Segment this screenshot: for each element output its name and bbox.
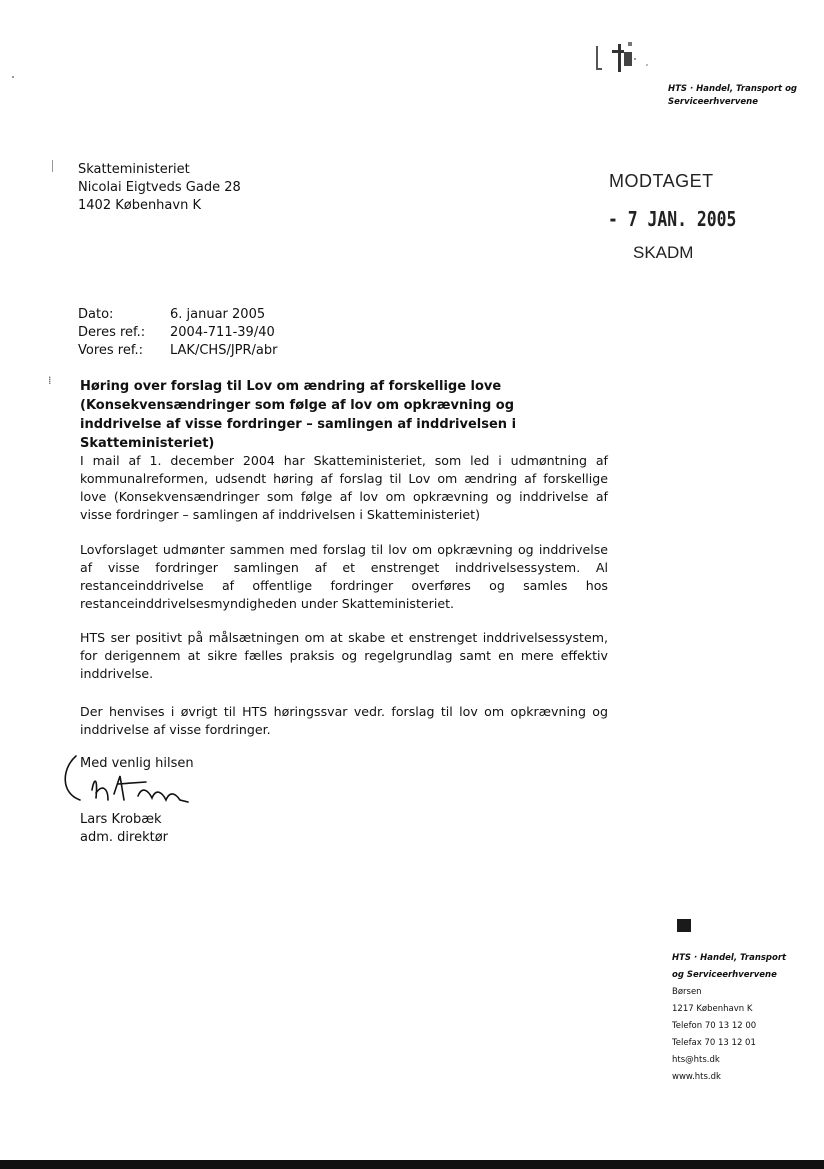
- reference-block: [78, 306, 277, 360]
- reference-label: Vores ref.:: [78, 343, 143, 358]
- header-org-line: HTS · Handel, Transport og: [668, 84, 797, 94]
- letter-subject: Høring over forslag til Lov om ændring af forskellige love (Konsekvensændringer som følge af lov om opkrævning og inddrivelse af visse fordringer – samlingen af inddrivelsen i Skatteministeriet): [80, 379, 517, 451]
- footer-contact: [672, 950, 812, 1086]
- body-paragraph: HTS ser positivt på målsætningen om at skabe et enstrenget inddrivelsessystem, for derigennem at sikre fælles praksis og regelgrundlag samt en mere effektiv inddrivelse.: [80, 630, 608, 681]
- recipient-line: Nicolai Eigtveds Gade 28: [78, 180, 241, 195]
- reference-row: [78, 324, 277, 342]
- footer-org-line: HTS · Handel, Transport: [672, 953, 787, 963]
- reference-label: Dato:: [78, 307, 114, 322]
- footer-logo-icon: [677, 919, 691, 932]
- closing-salutation: Med venlig hilsen: [80, 756, 194, 771]
- footer-email: hts@hts.dk: [672, 1055, 720, 1065]
- handwritten-signature-icon: [58, 748, 208, 818]
- reference-label: Deres ref.:: [78, 325, 146, 340]
- recipient-line: 1402 København K: [78, 198, 201, 213]
- footer-org-line: og Serviceerhvervene: [672, 970, 777, 980]
- scan-speck: [52, 160, 53, 172]
- footer-address-line: 1217 København K: [672, 1004, 753, 1014]
- scan-speck: [12, 76, 14, 78]
- recipient-address: [78, 161, 241, 215]
- signer-block: [80, 811, 168, 847]
- footer-website: www.hts.dk: [672, 1072, 721, 1082]
- footer-address-line: Børsen: [672, 987, 702, 997]
- header-organization: [668, 83, 818, 109]
- reference-value: 6. januar 2005: [170, 307, 266, 322]
- recipient-line: Skatteministeriet: [78, 162, 190, 177]
- footer-fax: Telefax 70 13 12 01: [672, 1038, 756, 1048]
- body-paragraph: Der henvises i øvrigt til HTS høringssvar vedr. forslag til lov om opkrævning og inddrivelse af visse fordringer.: [80, 704, 608, 737]
- reference-value: 2004-711-39/40: [170, 325, 275, 340]
- reference-value: LAK/CHS/JPR/abr: [170, 343, 278, 358]
- received-stamp-department: SKADM: [633, 243, 694, 262]
- signer-title: adm. direktør: [80, 830, 168, 845]
- footer-phone: Telefon 70 13 12 00: [672, 1021, 757, 1031]
- signer-name: Lars Krobæk: [80, 812, 162, 827]
- received-stamp-label: MODTAGET: [609, 171, 714, 191]
- scan-bottom-edge: [0, 1160, 824, 1169]
- body-paragraph: Lovforslaget udmønter sammen med forslag til lov om opkrævning og inddrivelse af visse fordringer samlingen af et enstrenget inddrivelsessystem. Al restanceinddrivelse af offentlige fordringer overføres og samles hos restanceinddrivelsesmyndigheden under Skatteministeriet.: [80, 542, 608, 611]
- body-paragraph: I mail af 1. december 2004 har Skatteministeriet, som led i udmøntning af kommunalreformen, udsendt høring af forslag til Lov om ændring af forskellige love (Konsekvensændringer som følge af lov om opkrævning og inddrivelse af visse fordringer – samlingen af inddrivelsen i Skatteministeriet): [80, 453, 608, 522]
- header-org-line: Serviceerhvervene: [668, 97, 758, 107]
- margin-mark-icon: ⁞: [48, 374, 52, 387]
- hts-logo-icon: [590, 38, 660, 78]
- reference-row: [78, 306, 277, 324]
- received-stamp-date: - 7 JAN. 2005: [608, 207, 737, 231]
- reference-row: [78, 342, 277, 360]
